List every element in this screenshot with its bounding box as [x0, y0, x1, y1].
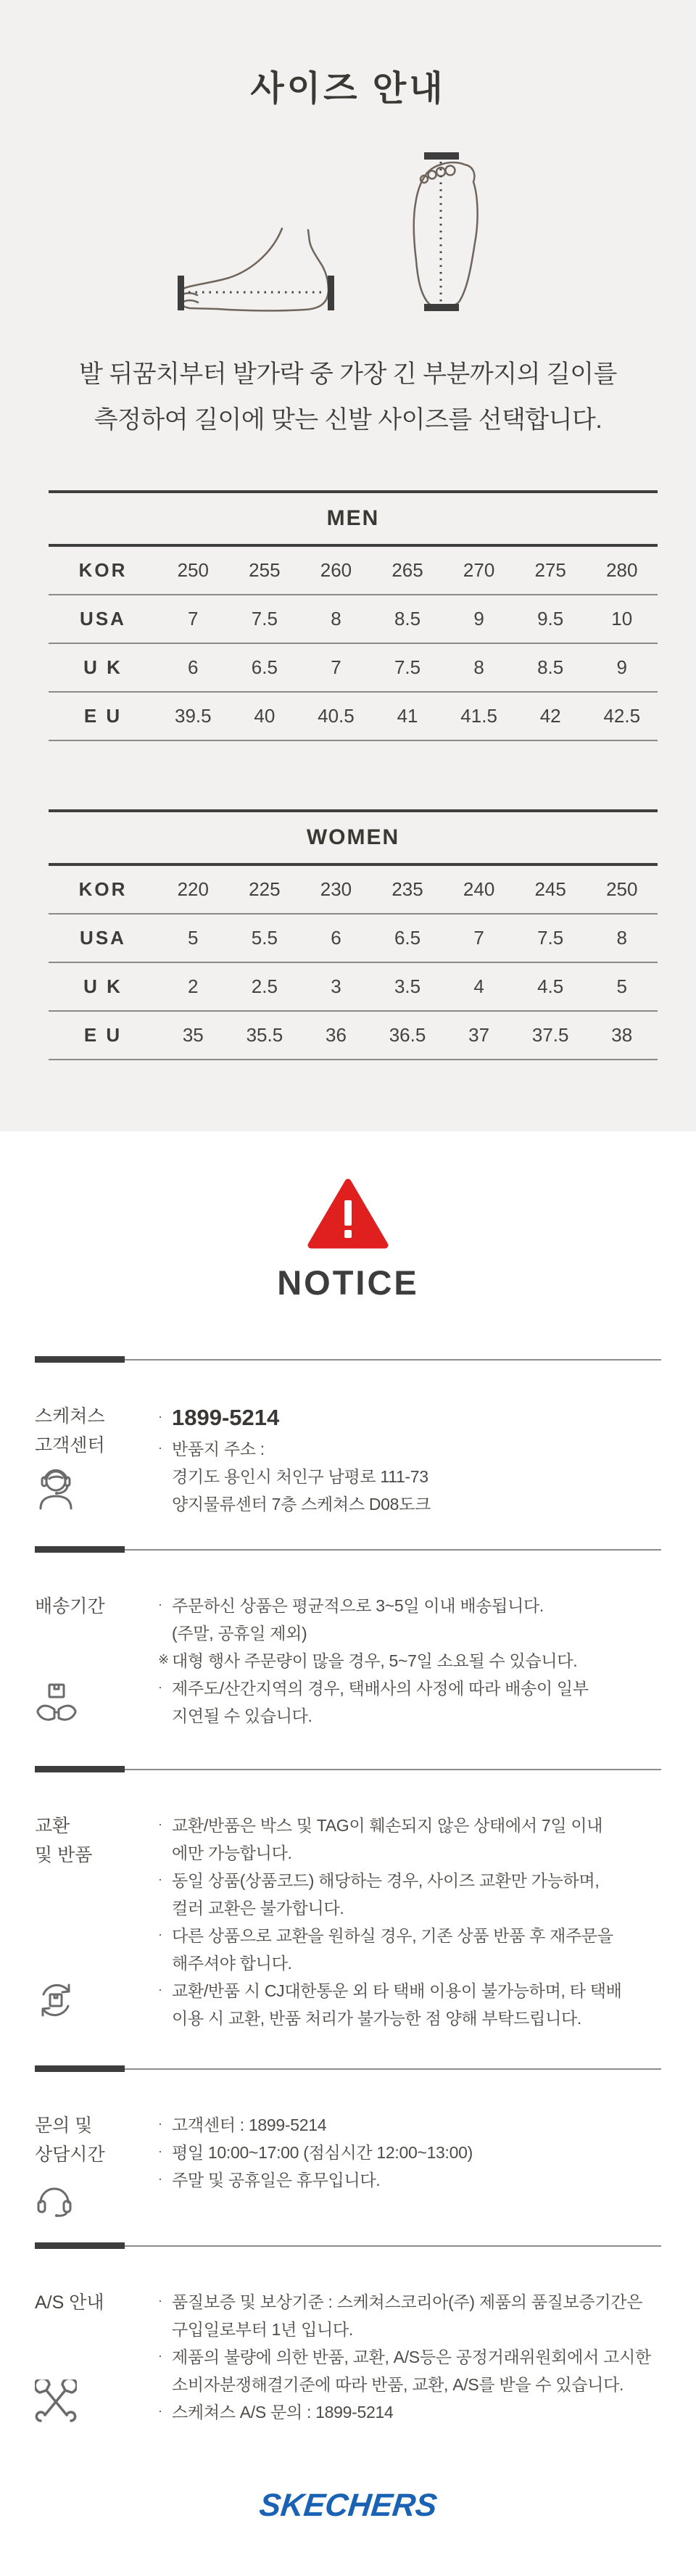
section-divider — [35, 1766, 661, 1772]
row-label: USA — [80, 608, 126, 629]
cell: 8.5 — [537, 656, 564, 678]
cell: 8 — [473, 656, 484, 678]
info-line: 소비자분쟁해결기준에 따라 반품, 교환, A/S를 받을 수 있습니다. — [172, 2375, 624, 2394]
cell: 7.5 — [251, 608, 278, 629]
cell: 42 — [539, 705, 561, 727]
info-line: · 품질보증 및 보상기준 : 스케쳐스코리아(주) 제품의 품질보증기간은 — [158, 2292, 643, 2311]
info-line: (주말, 공휴일 제외) — [172, 1624, 307, 1643]
cell: 35.5 — [246, 1024, 283, 1046]
headset-icon — [35, 2178, 74, 2217]
block-label-exchange-return — [35, 1812, 158, 2032]
info-line: 경기도 용인시 처인구 남평로 111-73 — [172, 1467, 428, 1486]
info-line: · 제주도/산간지역의 경우, 택배사의 사정에 따라 배송이 일부 — [158, 1679, 589, 1698]
warning-triangle-icon — [307, 1176, 389, 1250]
cell: 9 — [473, 608, 484, 629]
info-line: 에만 가능합니다. — [172, 1844, 292, 1862]
cell: 6.5 — [251, 656, 278, 678]
cell: 275 — [534, 559, 566, 581]
info-line: 구입일로부터 1년 입니다. — [172, 2320, 353, 2339]
block-label-as-guide — [35, 2288, 158, 2426]
cell: 225 — [249, 878, 281, 900]
info-line: 지연될 수 있습니다. — [172, 1706, 312, 1725]
info-line: · 동일 상품(상품코드) 해당하는 경우, 사이즈 교환만 가능하며, — [158, 1871, 600, 1890]
info-line: 이용 시 교환, 반품 처리가 불가능한 점 양해 부탁드립니다. — [172, 2009, 582, 2028]
row-label: KOR — [78, 559, 128, 581]
info-line: 양지물류센터 7층 스케쳐스 D08도크 — [172, 1495, 431, 1514]
cell: 42.5 — [603, 705, 641, 727]
cell: 6.5 — [394, 927, 421, 949]
cell: 280 — [606, 559, 638, 581]
cell: 38 — [611, 1024, 633, 1046]
table-row — [49, 547, 658, 595]
measure-description — [0, 352, 696, 443]
cell: 220 — [177, 878, 209, 900]
table-row — [49, 915, 658, 963]
skechers-logo: SKECHERS — [257, 2488, 439, 2523]
cell: 35 — [182, 1024, 204, 1046]
cell: 41 — [397, 705, 418, 727]
info-line: · 평일 10:00~17:00 (점심시간 12:00~13:00) — [158, 2143, 473, 2162]
label-line: 스케쳐스 — [35, 1406, 105, 1427]
table-row — [49, 644, 658, 693]
cell: 9 — [616, 656, 627, 678]
cell: 7 — [331, 656, 341, 678]
cell: 6 — [331, 927, 341, 949]
cell: 2 — [188, 975, 199, 997]
size-guide-section — [0, 0, 696, 1131]
label-line: 및 반품 — [35, 1845, 93, 1865]
block-content-customer-center — [158, 1402, 661, 1518]
cell: 7 — [188, 608, 199, 629]
block-content-as-guide — [158, 2288, 661, 2426]
block-content-exchange-return — [158, 1812, 661, 2032]
cell: 2.5 — [251, 975, 278, 997]
wrench-tools-icon — [35, 2379, 77, 2424]
cell: 7.5 — [537, 927, 564, 949]
cell: 230 — [320, 878, 352, 900]
info-line: ※ 대형 행사 주문량이 많을 경우, 5~7일 소요될 수 있습니다. — [158, 1651, 578, 1670]
table-row — [49, 693, 658, 741]
cell: 250 — [606, 878, 638, 900]
label-line: 고객센터 — [35, 1435, 105, 1456]
info-line: · 제품의 불량에 의한 반품, 교환, A/S등은 공정거래위원회에서 고시한 — [158, 2348, 651, 2366]
size-table-men — [49, 490, 658, 741]
foot-measurement-illustration — [0, 127, 696, 337]
block-content-shipping — [158, 1592, 661, 1730]
block-label-inquiry-hours — [35, 2111, 158, 2217]
cell: 36.5 — [389, 1024, 426, 1046]
cell: 37 — [468, 1024, 490, 1046]
info-line: · 다른 상품으로 교환을 원하실 경우, 기존 상품 반품 후 재주문을 — [158, 1926, 613, 1945]
row-label: USA — [80, 927, 126, 949]
label-line: 문의 및 — [35, 2115, 93, 2136]
label-line: 배송기간 — [35, 1596, 105, 1617]
table-row — [49, 1012, 658, 1060]
exchange-arrows-icon — [35, 1976, 77, 2025]
cell: 270 — [463, 559, 495, 581]
cell: 250 — [177, 559, 209, 581]
row-label: E U — [83, 705, 123, 727]
cell: 8 — [331, 608, 341, 629]
block-label-shipping — [35, 1592, 158, 1730]
cell: 4.5 — [537, 975, 564, 997]
cell: 3.5 — [394, 975, 421, 997]
info-line: · 교환/반품 시 CJ대한통운 외 타 택배 이용이 불가능하며, 타 택배 — [158, 1981, 622, 2000]
measure-description-line: 측정하여 길이에 맞는 신발 사이즈를 선택합니다. — [94, 406, 602, 434]
measure-bar-top — [424, 152, 459, 160]
info-line: · 주말 및 공휴일은 휴무입니다. — [158, 2171, 381, 2189]
size-table-women — [49, 809, 658, 1060]
info-line: · 교환/반품은 박스 및 TAG이 훼손되지 않은 상태에서 7일 이내 — [158, 1816, 603, 1835]
label-line: A/S 안내 — [35, 2292, 104, 2313]
measure-bar-left — [178, 276, 184, 310]
cell: 255 — [249, 559, 281, 581]
measure-bar-right — [328, 276, 334, 310]
cell: 260 — [320, 559, 352, 581]
notice-heading: NOTICE — [277, 1263, 419, 1302]
cell: 3 — [331, 975, 341, 997]
brand-footer — [0, 2488, 696, 2522]
section-divider — [35, 1356, 661, 1363]
cell: 9.5 — [537, 608, 564, 629]
row-label: U K — [83, 975, 123, 997]
cell: 8.5 — [394, 608, 421, 629]
delivery-box-icon — [35, 1682, 78, 1727]
size-table-women-title: WOMEN — [49, 812, 658, 866]
cell: 265 — [392, 559, 423, 581]
cell: 5 — [616, 975, 627, 997]
info-block-exchange-return — [0, 1766, 696, 2032]
cell: 6 — [188, 656, 199, 678]
measure-description-line: 발 뒤꿈치부터 발가락 중 가장 긴 부분까지의 길이를 — [79, 360, 617, 388]
info-block-shipping — [0, 1546, 696, 1730]
customer-agent-icon — [35, 1463, 77, 1511]
info-line: · 1899-5214 — [158, 1405, 280, 1430]
info-line: 해주셔야 합니다. — [172, 1954, 292, 1973]
section-divider — [35, 1546, 661, 1553]
info-block-customer-center — [0, 1356, 696, 1518]
info-line: · 고객센터 : 1899-5214 — [158, 2115, 327, 2134]
info-line: · 주문하신 상품은 평균적으로 3~5일 이내 배송됩니다. — [158, 1596, 544, 1615]
page-title: 사이즈 안내 — [250, 70, 446, 108]
cell: 40.5 — [318, 705, 355, 727]
cell: 240 — [463, 878, 495, 900]
info-line: 컬러 교환은 불가합니다. — [172, 1899, 344, 1917]
cell: 41.5 — [460, 705, 497, 727]
info-block-inquiry-hours — [0, 2065, 696, 2217]
table-row — [49, 963, 658, 1012]
label-line: 교환 — [35, 1816, 70, 1836]
cell: 37.5 — [531, 1024, 569, 1046]
row-label: U K — [83, 656, 123, 678]
cell: 7 — [473, 927, 484, 949]
cell: 245 — [534, 878, 566, 900]
block-content-inquiry-hours — [158, 2111, 661, 2217]
info-line: · 반품지 주소 : — [158, 1440, 265, 1458]
table-row — [49, 595, 658, 644]
measure-bar-bottom — [424, 304, 459, 311]
size-table-men-title: MEN — [49, 493, 658, 547]
cell: 8 — [616, 927, 627, 949]
section-divider — [35, 2242, 661, 2249]
block-label-customer-center — [35, 1402, 158, 1518]
cell: 10 — [611, 608, 633, 629]
row-label: KOR — [78, 878, 128, 900]
notice-section — [0, 1131, 696, 2576]
cell: 40 — [254, 705, 276, 727]
cell: 39.5 — [174, 705, 212, 727]
section-divider — [35, 2065, 661, 2072]
cell: 4 — [473, 975, 484, 997]
cell: 235 — [392, 878, 423, 900]
cell: 7.5 — [394, 656, 421, 678]
cell: 5 — [188, 927, 199, 949]
cell: 36 — [325, 1024, 347, 1046]
cell: 5.5 — [251, 927, 278, 949]
info-line: · 스케쳐스 A/S 문의 : 1899-5214 — [158, 2403, 394, 2422]
info-block-as-guide — [0, 2242, 696, 2426]
table-row — [49, 866, 658, 915]
row-label: E U — [83, 1024, 123, 1046]
label-line: 상담시간 — [35, 2144, 105, 2165]
